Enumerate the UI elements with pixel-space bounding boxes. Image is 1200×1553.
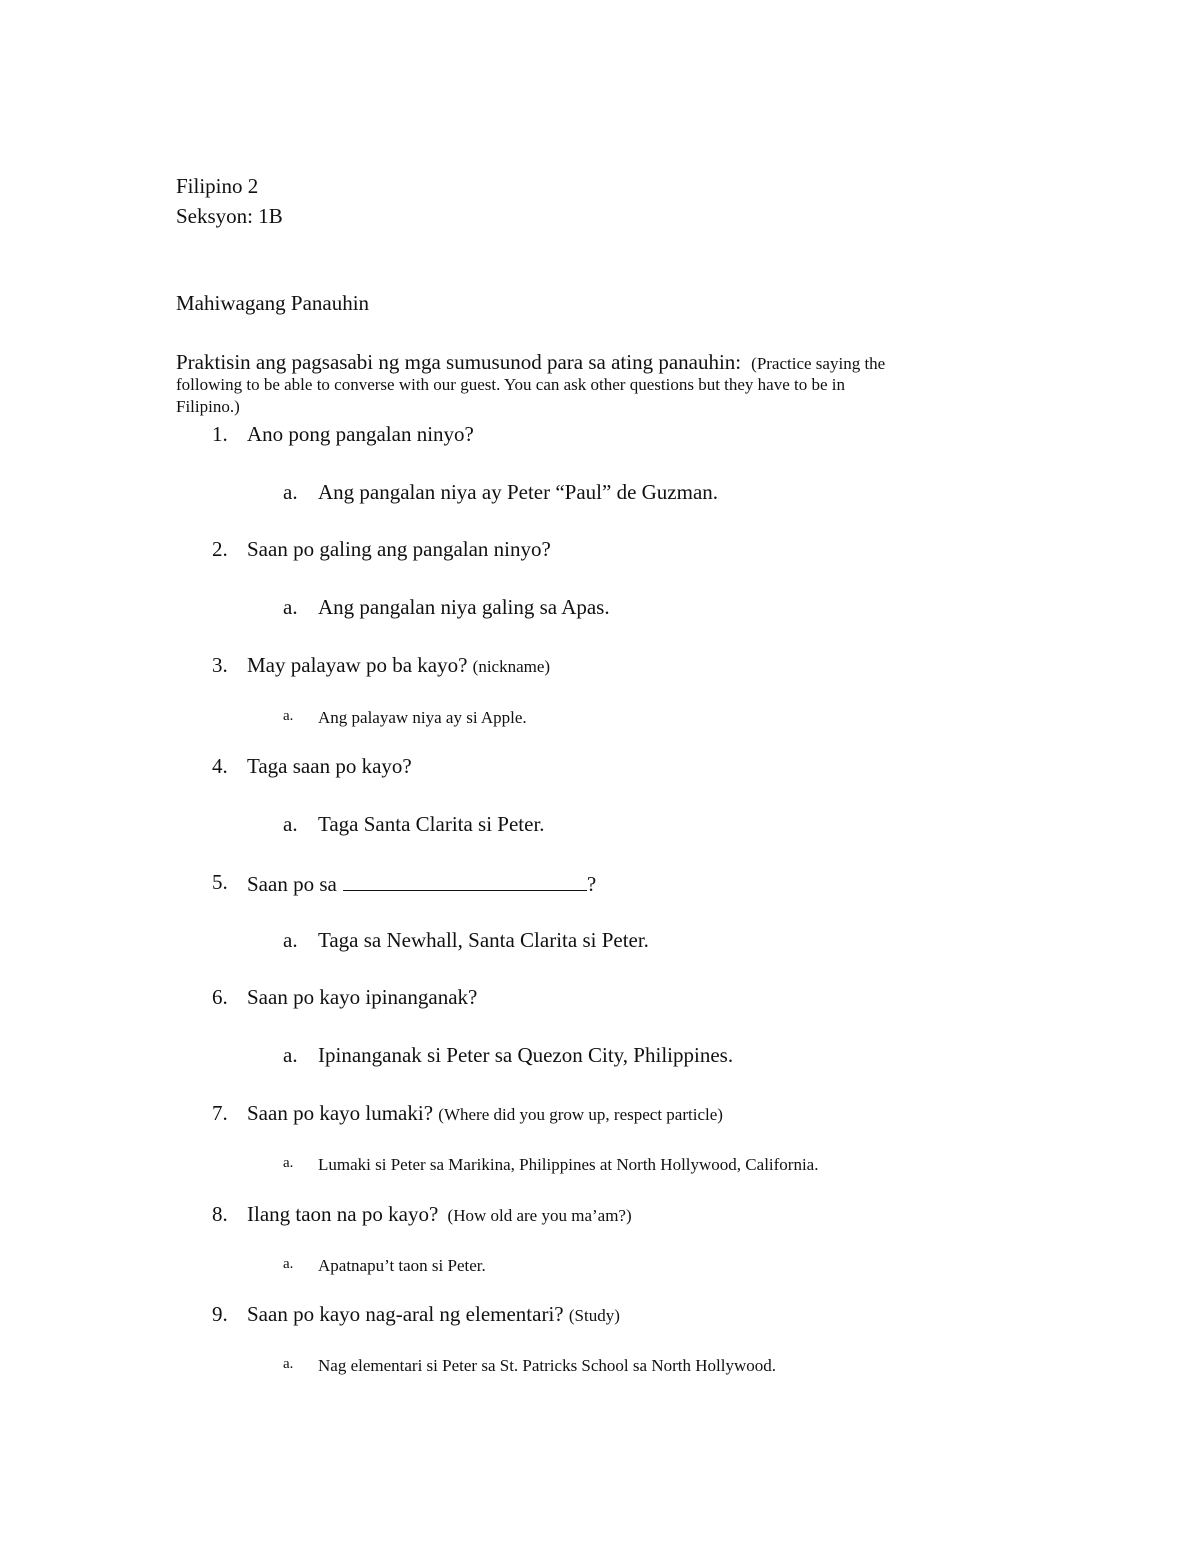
answer-letter: a. (283, 480, 298, 504)
question-number: 6. (212, 985, 228, 1009)
answer-text: Apatnapu’t taon si Peter. (318, 1256, 486, 1275)
question-number: 3. (212, 653, 228, 677)
question-text: Saan po galing ang pangalan ninyo? (247, 537, 551, 561)
question-text (247, 1103, 723, 1124)
question-number: 5. (212, 870, 228, 894)
question-note: (nickname) (472, 657, 551, 676)
answer-letter: a. (283, 1155, 294, 1171)
question-note: (How old are you ma’am?) (447, 1206, 632, 1225)
answer-letter: a. (283, 928, 298, 952)
document-title: Mahiwagang Panauhin (176, 291, 370, 315)
question-text (247, 1204, 632, 1225)
answer-text: Nag elementari si Peter sa St. Patricks School sa North Hollywood. (318, 1356, 776, 1375)
question-main: Saan po kayo nag-aral ng elementari? (247, 1302, 564, 1326)
question-number: 2. (212, 537, 228, 561)
answer-text: Taga sa Newhall, Santa Clarita si Peter. (318, 928, 649, 952)
question-text (247, 1304, 620, 1325)
question-number: 4. (212, 754, 228, 778)
course-title: Filipino 2 (176, 174, 259, 198)
answer-text: Ipinanganak si Peter sa Quezon City, Philippines. (318, 1043, 734, 1067)
question-text (247, 655, 550, 676)
question-mark: ? (586, 872, 597, 896)
question-text: Taga saan po kayo? (247, 754, 412, 778)
answer-letter: a. (283, 1043, 298, 1067)
answer-text: Taga Santa Clarita si Peter. (318, 812, 545, 836)
question-number: 8. (212, 1202, 228, 1226)
answer-letter: a. (283, 1256, 294, 1272)
answer-text: Ang pangalan niya galing sa Apas. (318, 595, 610, 619)
question-main: Ilang taon na po kayo? (247, 1202, 439, 1226)
question-text: Saan po kayo ipinanganak? (247, 985, 478, 1009)
answer-text: Ang palayaw niya ay si Apple. (318, 708, 527, 727)
fill-in-blank (343, 872, 587, 891)
question-number: 9. (212, 1302, 228, 1326)
question-note: (Study) (568, 1306, 620, 1325)
question-text: Ano pong pangalan ninyo? (247, 422, 474, 446)
intro-line-3: Filipino.) (176, 397, 240, 416)
answer-letter: a. (283, 708, 294, 724)
question-main: Saan po sa (247, 872, 337, 896)
answer-text: Ang pangalan niya ay Peter “Paul” de Guzman. (318, 480, 719, 504)
question-note: (Where did you grow up, respect particle) (438, 1105, 723, 1124)
answer-letter: a. (283, 1356, 294, 1372)
intro-english-start: (Practice saying the (751, 354, 886, 373)
answer-letter: a. (283, 595, 298, 619)
intro-line-2: following to be able to converse with our guest. You can ask other questions but they have to be in (176, 375, 846, 394)
question-main: Saan po kayo lumaki? (247, 1101, 434, 1125)
question-main: May palayaw po ba kayo? (247, 653, 468, 677)
answer-text: Lumaki si Peter sa Marikina, Philippines at North Hollywood, California. (318, 1155, 819, 1174)
intro-filipino: Praktisin ang pagsasabi ng mga sumusunod para sa ating panauhin: (176, 350, 742, 374)
question-text (247, 872, 596, 895)
question-number: 1. (212, 422, 228, 446)
intro-line-1 (176, 352, 885, 373)
question-number: 7. (212, 1101, 228, 1125)
answer-letter: a. (283, 812, 298, 836)
section-label: Seksyon: 1B (176, 204, 283, 228)
